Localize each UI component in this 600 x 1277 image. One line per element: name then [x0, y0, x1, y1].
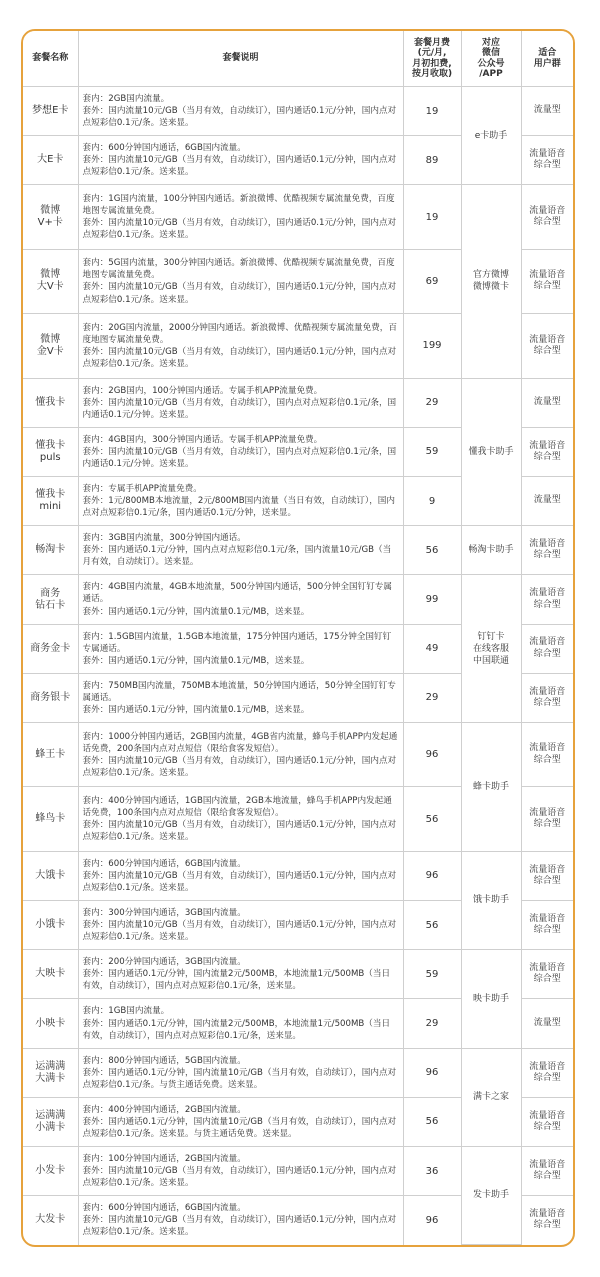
plan-description-line: 套内：600分钟国内通话，6GB国内流量。: [82, 858, 246, 869]
plan-description-line: 套内：600分钟国内通话，6GB国内流量。: [82, 143, 246, 154]
plan-user-group: 流量语音 综合型: [521, 900, 573, 949]
plan-app: 发卡助手: [461, 1147, 521, 1245]
plan-description-line: 套外：国内通话0.1元/分钟，国内流量2元/500MB，本地流量1元/500MB（当日有效，自动续订），国内点对点短彩信0.1元/条，送来显。: [82, 969, 391, 992]
plan-description-line: 套外：国内流量10元/GB（当月有效，自动续订），国内通话0.1元/分钟，国内点对点短彩信0.1元/条。送来显。: [82, 106, 397, 129]
plan-app: 畅淘卡助手: [461, 526, 521, 575]
plan-user-group: 流量语音 综合型: [521, 851, 573, 900]
plan-user-group: 流量语音 综合型: [521, 249, 573, 313]
plan-description-line: 套内：600分钟国内通话，6GB国内流量。: [82, 1203, 246, 1214]
plan-description: [78, 673, 403, 722]
plan-monthly-fee: 89: [403, 136, 461, 185]
plan-name: 商务金卡: [23, 624, 78, 673]
plan-description-line: 套内：2GB国内，100分钟国内通话。专属手机APP流量免费。: [82, 385, 323, 396]
plan-description-line: 套内：20G国内流量，2000分钟国内通话。新浪微博、优酷视频专属流量免费，百度地图专属流量免费。: [82, 322, 397, 345]
header-plan-name: 套餐名称: [23, 31, 78, 87]
plan-description-line: 套外：国内通话0.1元/分钟，国内流量10元/GB（当月有效，自动续订），国内点对点短彩信0.1元/条。与货主通话免费。送来显。: [82, 1067, 397, 1090]
plan-description-line: 套内：3GB国内流量，300分钟国内通话。: [82, 533, 246, 544]
header-plan-description: 套餐说明: [78, 31, 403, 87]
plan-monthly-fee: 199: [403, 314, 461, 378]
plan-monthly-fee: 36: [403, 1147, 461, 1196]
table-row: [23, 851, 573, 900]
table-row: [23, 185, 573, 249]
plan-app: 官方微博 微博微卡: [461, 185, 521, 378]
plan-name: 商务银卡: [23, 673, 78, 722]
plan-monthly-fee: 29: [403, 673, 461, 722]
plan-user-group: 流量型: [521, 87, 573, 136]
plan-app: 蜂卡助手: [461, 723, 521, 852]
plan-app: e卡助手: [461, 87, 521, 185]
plan-monthly-fee: 56: [403, 787, 461, 851]
plan-description-line: 套外：国内通话0.1元/分钟，国内点对点短彩信0.1元/条，国内流量10元/GB（当月有效，自动续订）。送来显。: [82, 545, 392, 568]
table-row: [23, 1147, 573, 1196]
plan-name: 小发卡: [23, 1147, 78, 1196]
plan-user-group: 流量语音 综合型: [521, 136, 573, 185]
plan-name: 微博 大V卡: [23, 249, 78, 313]
plan-description: [78, 1048, 403, 1097]
plan-app: 钉钉卡 在线客服 中国联通: [461, 575, 521, 723]
plan-name: 懂我卡 mini: [23, 476, 78, 525]
plan-monthly-fee: 29: [403, 378, 461, 427]
plan-user-group: 流量型: [521, 378, 573, 427]
plan-monthly-fee: 9: [403, 476, 461, 525]
plan-description-line: 套外：国内通话0.1元/分钟，国内流量0.1元/MB，送来显。: [82, 704, 310, 715]
plan-name: 运满满 大满卡: [23, 1048, 78, 1097]
plan-description-line: 套内：4GB国内，300分钟国内通话。专属手机APP流量免费。: [82, 434, 323, 445]
plan-monthly-fee: 49: [403, 624, 461, 673]
plan-description-line: 套外：国内流量10元/GB（当月有效，自动续订），国内通话0.1元/分钟，国内点对点短彩信0.1元/条。送来显。: [82, 155, 397, 178]
plan-name: 蜂鸟卡: [23, 787, 78, 851]
plan-description-line: 套外：国内流量10元/GB（当月有效，自动续订），国内通话0.1元/分钟，国内点对点短彩信0.1元/条。送来显。: [82, 218, 397, 241]
plan-user-group: 流量语音 综合型: [521, 1196, 573, 1245]
table-row: [23, 526, 573, 575]
plan-description-line: 套内：800分钟国内通话，5GB国内流量。: [82, 1055, 246, 1066]
plan-name: 畅淘卡: [23, 526, 78, 575]
table-row: [23, 575, 573, 624]
plan-description-line: 套内：200分钟国内通话，3GB国内流量。: [82, 957, 246, 968]
plan-name: 微博 金V卡: [23, 314, 78, 378]
table-row: [23, 723, 573, 787]
plan-description-line: 套内：4GB国内流量，4GB本地流量，500分钟国内通话，500分钟全国钉钉专属通话。: [82, 582, 392, 605]
plan-description-line: 套外：国内流量10元/GB（当月有效，自动续订），国内点对点短彩信0.1元/条，国内通话0.1元/分钟。送来显。: [82, 446, 397, 469]
plan-name: 小映卡: [23, 999, 78, 1048]
plan-user-group: 流量语音 综合型: [521, 314, 573, 378]
plan-description-line: 套内：5G国内流量，300分钟国内通话。新浪微博、优酷视频专属流量免费，百度地图专属流量免费。: [82, 258, 395, 281]
plan-description: [78, 526, 403, 575]
plan-description: [78, 1147, 403, 1196]
plan-table: [23, 31, 573, 1245]
plan-user-group: 流量语音 综合型: [521, 673, 573, 722]
plan-user-group: 流量型: [521, 476, 573, 525]
plan-description: [78, 476, 403, 525]
plan-description-line: 套外：国内流量10元/GB（当月有效，自动续订），国内通话0.1元/分钟，国内点对点短彩信0.1元/条。送来显。: [82, 282, 397, 305]
plan-description-line: 套内：400分钟国内通话，2GB国内流量。: [82, 1104, 246, 1115]
table-row: [23, 1048, 573, 1097]
plan-description-line: 套外：国内通话0.1元/分钟，国内流量0.1元/MB，送来显。: [82, 606, 310, 617]
plan-description: [78, 427, 403, 476]
plan-monthly-fee: 69: [403, 249, 461, 313]
plan-monthly-fee: 96: [403, 1048, 461, 1097]
plan-monthly-fee: 96: [403, 851, 461, 900]
plan-user-group: 流量语音 综合型: [521, 1147, 573, 1196]
plan-monthly-fee: 56: [403, 526, 461, 575]
plan-name: 小饿卡: [23, 900, 78, 949]
plan-user-group: 流量语音 综合型: [521, 1048, 573, 1097]
plan-monthly-fee: 56: [403, 1097, 461, 1146]
plan-user-group: 流量语音 综合型: [521, 526, 573, 575]
plan-description-line: 套外：国内通话0.1元/分钟，国内流量10元/GB（当月有效，自动续订），国内点对点短彩信0.1元/条。送来显。与货主通话免费。送来显。: [82, 1116, 397, 1139]
plan-description-line: 套外：国内通话0.1元/分钟，国内流量0.1元/MB，送来显。: [82, 655, 310, 666]
plan-monthly-fee: 19: [403, 185, 461, 249]
plan-name: 运满满 小满卡: [23, 1097, 78, 1146]
plan-description-line: 套内：100分钟国内通话，2GB国内流量。: [82, 1154, 246, 1165]
plan-monthly-fee: 59: [403, 950, 461, 999]
plan-description: [78, 851, 403, 900]
plan-name: 懂我卡: [23, 378, 78, 427]
plan-description-line: 套外：国内流量10元/GB（当月有效，自动续订），国内通话0.1元/分钟，国内点对点短彩信0.1元/条。送来显。: [82, 870, 397, 893]
plan-description: [78, 136, 403, 185]
plan-description-line: 套外：国内通话0.1元/分钟，国内流量2元/500MB，本地流量1元/500MB（当日有效，自动续订），国内点对点短彩信0.1元/条，送来显。: [82, 1018, 391, 1041]
plan-description-line: 套内：400分钟国内通话，1GB国内流量，2GB本地流量，蜂鸟手机APP内发起通话免费，100条国内点对点短信（限给食客发短信）。: [82, 796, 392, 819]
plan-description: [78, 249, 403, 313]
plan-description-line: 套外：国内流量10元/GB（当月有效，自动续订），国内通话0.1元/分钟，国内点对点短彩信0.1元/条。送来显。: [82, 1166, 397, 1189]
plan-user-group: 流量语音 综合型: [521, 1097, 573, 1146]
header-user-group: 适合 用户群: [521, 31, 573, 87]
table-row: [23, 378, 573, 427]
plan-name: 大E卡: [23, 136, 78, 185]
plan-name: 梦想E卡: [23, 87, 78, 136]
plan-description-line: 套内：300分钟国内通话，3GB国内流量。: [82, 908, 246, 919]
plan-user-group: 流量语音 综合型: [521, 427, 573, 476]
plan-app: 满卡之家: [461, 1048, 521, 1146]
header-app: 对应 微信 公众号 /APP: [461, 31, 521, 87]
plan-app: 懂我卡助手: [461, 378, 521, 526]
plan-name: 大映卡: [23, 950, 78, 999]
plan-description-line: 套外：1元/800MB本地流量，2元/800MB国内流量（当日有效，自动续订），国内点对点短彩信0.1元/条，国内通话0.1元/分钟，送来显。: [82, 496, 395, 519]
table-row: [23, 950, 573, 999]
plan-description: [78, 900, 403, 949]
plan-description-line: 套内：1GB国内流量。: [82, 1006, 170, 1017]
plan-description-line: 套内：1000分钟国内通话，2GB国内流量，4GB省内流量，蜂鸟手机APP内发起通话免费，200条国内点对点短信（限给食客发短信）。: [82, 731, 398, 754]
plan-description: [78, 185, 403, 249]
plan-description-line: 套外：国内流量10元/GB（当月有效，自动续订），国内通话0.1元/分钟，国内点对点短彩信0.1元/条。送来显。: [82, 820, 397, 843]
plan-user-group: 流量语音 综合型: [521, 950, 573, 999]
plan-description-line: 套外：国内流量10元/GB（当月有效，自动续订），国内通话0.1元/分钟，国内点对点短彩信0.1元/条。送来显。: [82, 920, 397, 943]
plan-description: [78, 950, 403, 999]
plan-app: 饿卡助手: [461, 851, 521, 949]
plan-monthly-fee: 99: [403, 575, 461, 624]
plan-name: 懂我卡 puls: [23, 427, 78, 476]
plan-monthly-fee: 56: [403, 900, 461, 949]
plan-user-group: 流量语音 综合型: [521, 787, 573, 851]
plan-monthly-fee: 19: [403, 87, 461, 136]
plan-name: 微博 V+卡: [23, 185, 78, 249]
plan-description-line: 套外：国内流量10元/GB（当月有效，自动续订），国内通话0.1元/分钟，国内点对点短彩信0.1元/条。送来显。: [82, 1215, 397, 1238]
plan-description: [78, 378, 403, 427]
plan-description: [78, 314, 403, 378]
plan-description: [78, 1097, 403, 1146]
plan-user-group: 流量语音 综合型: [521, 185, 573, 249]
plan-description-line: 套内：专属手机APP流量免费。: [82, 484, 202, 495]
plan-description-line: 套内：1G国内流量，100分钟国内通话。新浪微博、优酷视频专属流量免费，百度地图专属流量免费。: [82, 194, 395, 217]
plan-description: [78, 624, 403, 673]
plan-monthly-fee: 96: [403, 723, 461, 787]
plan-description: [78, 999, 403, 1048]
table-row: [23, 87, 573, 136]
plan-table-body: [23, 87, 573, 1245]
plan-description: [78, 1196, 403, 1245]
plan-user-group: 流量语音 综合型: [521, 723, 573, 787]
plan-monthly-fee: 29: [403, 999, 461, 1048]
plan-description: [78, 87, 403, 136]
plan-description-line: 套外：国内流量10元/GB（当月有效，自动续订），国内通话0.1元/分钟，国内点对点短彩信0.1元/条。送来显。: [82, 755, 397, 778]
plan-description-line: 套外：国内流量10元/GB（当月有效，自动续订），国内点对点短彩信0.1元/条，国内通话0.1元/分钟。送来显。: [82, 397, 397, 420]
plan-monthly-fee: 96: [403, 1196, 461, 1245]
plan-description-line: 套内：750MB国内流量，750MB本地流量，50分钟国内通话，50分钟全国钉钉专属通话。: [82, 680, 396, 703]
plan-app: 映卡助手: [461, 950, 521, 1048]
plan-name: 蜂王卡: [23, 723, 78, 787]
plan-description: [78, 787, 403, 851]
plan-description-line: 套内：2GB国内流量。: [82, 94, 170, 105]
plan-description-line: 套外：国内流量10元/GB（当月有效，自动续订），国内通话0.1元/分钟，国内点对点短彩信0.1元/条。送来显。: [82, 346, 397, 369]
plan-user-group: 流量语音 综合型: [521, 624, 573, 673]
header-monthly-fee: 套餐月费 (元/月, 月初扣费, 按月收取): [403, 31, 461, 87]
plan-name: 商务 钻石卡: [23, 575, 78, 624]
plan-table-frame: [21, 29, 575, 1247]
plan-monthly-fee: 59: [403, 427, 461, 476]
plan-description-line: 套内：1.5GB国内流量，1.5GB本地流量，175分钟国内通话，175分钟全国钉钉专属通话。: [82, 631, 392, 654]
plan-name: 大饿卡: [23, 851, 78, 900]
plan-description: [78, 723, 403, 787]
plan-name: 大发卡: [23, 1196, 78, 1245]
header-row: [23, 31, 573, 87]
plan-user-group: 流量语音 综合型: [521, 575, 573, 624]
plan-user-group: 流量型: [521, 999, 573, 1048]
plan-description: [78, 575, 403, 624]
